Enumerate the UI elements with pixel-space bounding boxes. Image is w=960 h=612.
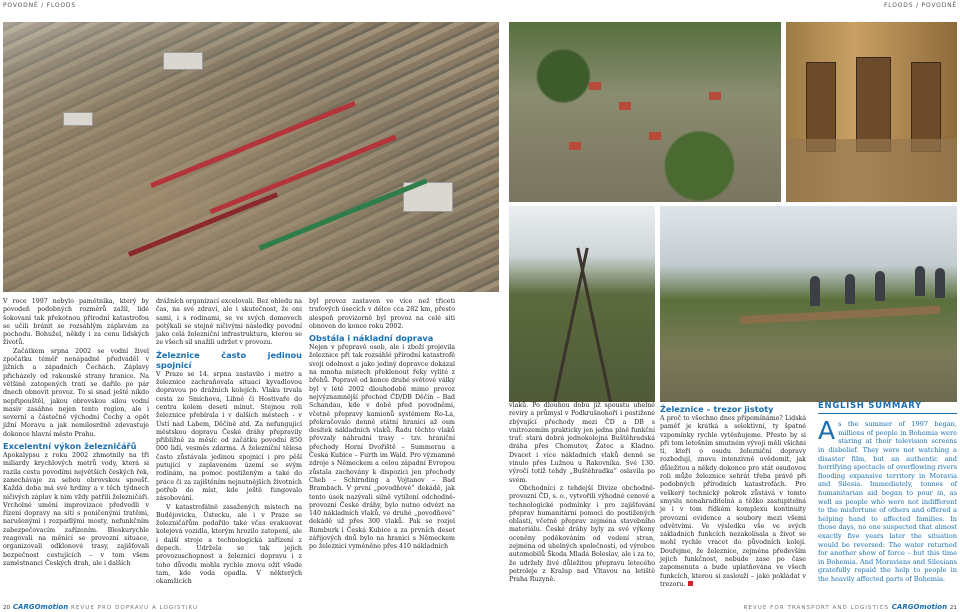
article-column-1 xyxy=(3,298,149,568)
paragraph: Apokalypsu z roku 2002 zhmotnily na tři miliardy krychlových metrů vody, která si razila cestu povodími největších českých řek, zanechávaje za sebou obrovskou spoušť. Každá doba má své hrdiny a v těch týdnech ničivých záplav k nim vždy patřili železničáři. Vrcholné umění improvizace předvedli v řízení dopravy na sítí s poničenými tratěmi, narušenými i rozpadlými mosty, nefunkčním zabezpečovacím zařízením. Bleskurychle reagovali na měnící se provozní situace, organizovali odklonové trasy, zajišťovali bezpečnost cestujících – v tom všem zaměstnanci Českých drah, ale i dalších xyxy=(3,452,149,567)
drop-cap: A xyxy=(818,416,836,446)
english-summary-title: ENGLISH SUMMARY xyxy=(818,402,957,414)
page-header-left: POVODNĚ / FLOODS xyxy=(3,2,76,9)
footer-tagline-right: REVUE FOR TRANSPORT AND LOGISTICS xyxy=(743,605,890,611)
page-header-right: FLOODS / POVODNĚ xyxy=(884,2,957,9)
english-summary xyxy=(818,402,957,584)
footer-right xyxy=(744,603,958,611)
page-number-right: 21 xyxy=(949,605,957,611)
brand-logo-right: CARGOmotion xyxy=(891,603,948,611)
english-summary-body xyxy=(818,416,957,583)
paragraph: V roce 1997 nebylo pamětníka, který by povodeň podobných rozměrů zažil, lidé šokovaní tak překotnou přírodní katastrofou se učili bránit se rozsáhlým záplavám za pochodu. Bohužel, někdy i za cenu lidských životů. xyxy=(3,298,149,347)
article-end-mark xyxy=(688,581,693,586)
paragraph: Nejen v přepravě osob, ale i zboží projevila železnice při tak rozsáhlé přírodní katastrofě svoji odolnost a jako jediný dopravce dokázal na mnoha místech překlenout řeky vylité z břehů. Popravě od konce druhé světové války byl v létě 2002 dlouhodobě mimo provoz nejvýznamnější přechod ČD/DB Děčín – Bad Schandau, kde v době před povodněmi, včetně přepravy kamionů systémem Ro-La, překračovalo denně státní hranici až osm desítek nákladních vlaků. Řadu těchto vlaků převzaly náhradní trasy – tzv. hraniční přechody Horní Dvořiště – Summerau a Česká Kubice – Furth im Wald. Pro významné zdroje s Německem a celou západní Evropou zůstala zachovány k dispozici jen přechody Cheb – Schirnding a Vojtanov – Bad Brambach. V první „povodňové“ dekádě, jak tento úsek nazývali silně vytížení odchodně-provozní České dráhy, bylo nutno odvézt na 140 nákladních vlaků, ve druhé „povodňové“ dekádě už přes 300 vlaků. Pak se rozjel Rumburk i Česká Kubice a za prvních deset zářijových dnů bylo na hranici s Německem po železnici vyměněno přes 410 nákladních xyxy=(309,344,455,551)
photo-damaged-railway-track xyxy=(509,206,655,402)
subheading: Železnice často jedinou spojnicí xyxy=(156,349,302,370)
footer-left xyxy=(3,603,198,611)
page-number-left: 20 xyxy=(3,605,11,611)
subheading: Železnice – trezor jistoty xyxy=(660,404,774,414)
footer-tagline-left: REVUE PRO DOPRAVU A LOGISTIKU xyxy=(70,605,199,611)
article-column-5 xyxy=(660,402,806,589)
brand-logo-left: CARGOmotion xyxy=(12,603,69,611)
subheading: Excelentní výkon železničářů xyxy=(3,441,137,452)
photo-flooded-village xyxy=(509,22,781,202)
paragraph-text: A proč to všechno dnes připomínáme? Lidská paměť je krátká a selektivní, ty špatné vzpomínky rychle vytěsňujeme. Přesto by si při tom letošním smutném vývoji měli všichni ti, kteří o osudu železniční dopravy rozhodují, znovu intenzivně uvědomit, jak důležitou a někdy dokonce pro stát osudovou roli může železnice sehrát třeba právě při podobných přírodních katastrofách. Pro veškerý technický pokrok zůstává v tomto smyslu nenahraditelná a těžko zastupitelná je i v tom řídkém komplexu kontinuity provozní evidence a soubory mezi všemi odvětvími. Ve výsledku vše ve svých základních funkcích nezakolísala a život se mohl rychle vracet do původních kolejí. Doufejme, že železnice, zejména především jejich funkčnost, nebude zase po čase zapomenuta a bude uplatňována ve všech funkcích, kterou si zaslouží – jako pokládat v trezoru. xyxy=(660,415,806,588)
article-column-4 xyxy=(509,402,655,585)
paragraph: drážních organizací excelovali. Bez ohledu na čas, na své zdraví, ale i skutečnost, že oni sami, i s rodinami, se ve svých domovech potýkali se stejně ničivými následky povodní jako celá železniční infrastruktura, kterou se ze všech sil snažili udržet v provozu. xyxy=(156,298,302,347)
paragraph: V Praze se 14. srpna zastavilo i metro a železnice zachraňovala situaci kyvadlovou dopravou po drážních kolejích. Vlaku trvala cesta ze Smíchova, Libně či Hostivaře do centra kolem deseti minut. Stejnou roli železnice přebírala i v dalších městech - v Ústí nad Labem, Děčíně atd. Za nefungující městskou dopravu České dráhy přepravily přibližně za měsíc od začátku povodní 850 000 lidí, vesměs zdarma. A železniční tělesa často zůstávala jedinou spojnicí i pro pěší putující v zaplaveném území se svým rodinám, na pomoc postiženým a také do práce či za zajištěním nejnutnějších životních potřeb do míst, kde ještě fungovalo zásobování. xyxy=(156,370,302,503)
paragraph: V katastrofálně zasažených místech na Budějovicku, Ústecku, ale i v Praze se železničářům podařilo také včas evakuovat kolejová vozidla, kterým hrozilo zatopení, ale i další stroje a technologická zařízení z depech. Udržela se tak jejich provozuschopnost a železnici dopravu i z toho důvodu mohla rychle znovu ožít všude tam, kde voda opadla. V některých okamžicích xyxy=(156,503,302,586)
paragraph xyxy=(660,415,806,589)
article-column-3 xyxy=(309,298,455,552)
english-summary-text: s the summer of 1997 began, millions of people in Bohemia were staring at their television screens in disbelief. They were not watching a disaster film, but an authentic and horrifying spectacle of overflowing rivers flooding expansive territory in Moravia and Silesia. Immediately, tonnes of humanitarian aid began to pour in, as well as people who were not indifferent to the misfortune of others and offered a helping hand to affected families. In those days, no one suspected that almost exactly five years later the situation would be reversed: The water returned for another show of force – but this time in Bohemia. And Moravians and Silesians gratefully repaid the help to people in the heavily affected parts of Bohemia. xyxy=(818,420,957,583)
paragraph: Obchodníci z tehdejší Divize obchodně-provozní ČD, s. o., vytvořili výhodné cenové a technologické podmínky i pro zajišťování přeprav humanitární pomoci do postižených oblastí, včetně přeprav zejména stavebního materiálu. České dráhy byly za své výkony oceněny poděkováním od vedení stran, zejména od uhelných společností, od výrobce automobilů Škoda Mladá Boleslav, ale i za to, že udržely živé důležitou přepravu letecého petroleje z Kralup nad Vltavou na letiště Praha Ruzyně. xyxy=(509,484,655,584)
photo-flooded-railway-yard xyxy=(3,22,499,292)
photo-flooded-warehouse xyxy=(786,22,957,202)
paragraph: byl provoz zastaven ve více než třiceti traťových úsecích v délce cca 282 km, přesto alespoň provizorně byl provoz na celé síti obnoven do konce roku 2002. xyxy=(309,298,455,330)
article-column-2 xyxy=(156,298,302,587)
paragraph: Začátkem srpna 2002 se vodní živel zpočátku téměř nenápadně předváděl v jižních a západních Čechách. Záplavy přicházely od rakouské strany hranice. Na většině zatopených tratí se dařilo po pár dnech obnovit provoz. To si snad ještě nikdo nepřipouštěl, jakou obrovskou silou vodní masiv zasáhne nejen tento region, ale i severní a částečně východní Čechy a opět jižní Moravu a jak nemilosrdně zdevastuje dokonce hlavní město Prahu. xyxy=(3,347,149,438)
paragraph: vlaků. Po dlouhou dobu již spoustu uhelné reviry a průmysl v Podkrušnohoří i postižené zbývající přechody mezi ČD a DB s vnitrozemím prakticky jen jedna plně funkční trať: stará dobrá jednokolejná Buštěhradská dráha přes Chomutov, Žatec a Kladno. Dvacet i více nákladních vlaků denně se vinulo přes Lužnou u Rakovníka. Své 130. výročí totiž tehdy „Buštěhradka“ oslavila po svém. xyxy=(509,402,655,484)
subheading: Obstála i nákladní doprava xyxy=(309,333,434,344)
photo-people-on-damaged-bridge xyxy=(660,206,957,402)
